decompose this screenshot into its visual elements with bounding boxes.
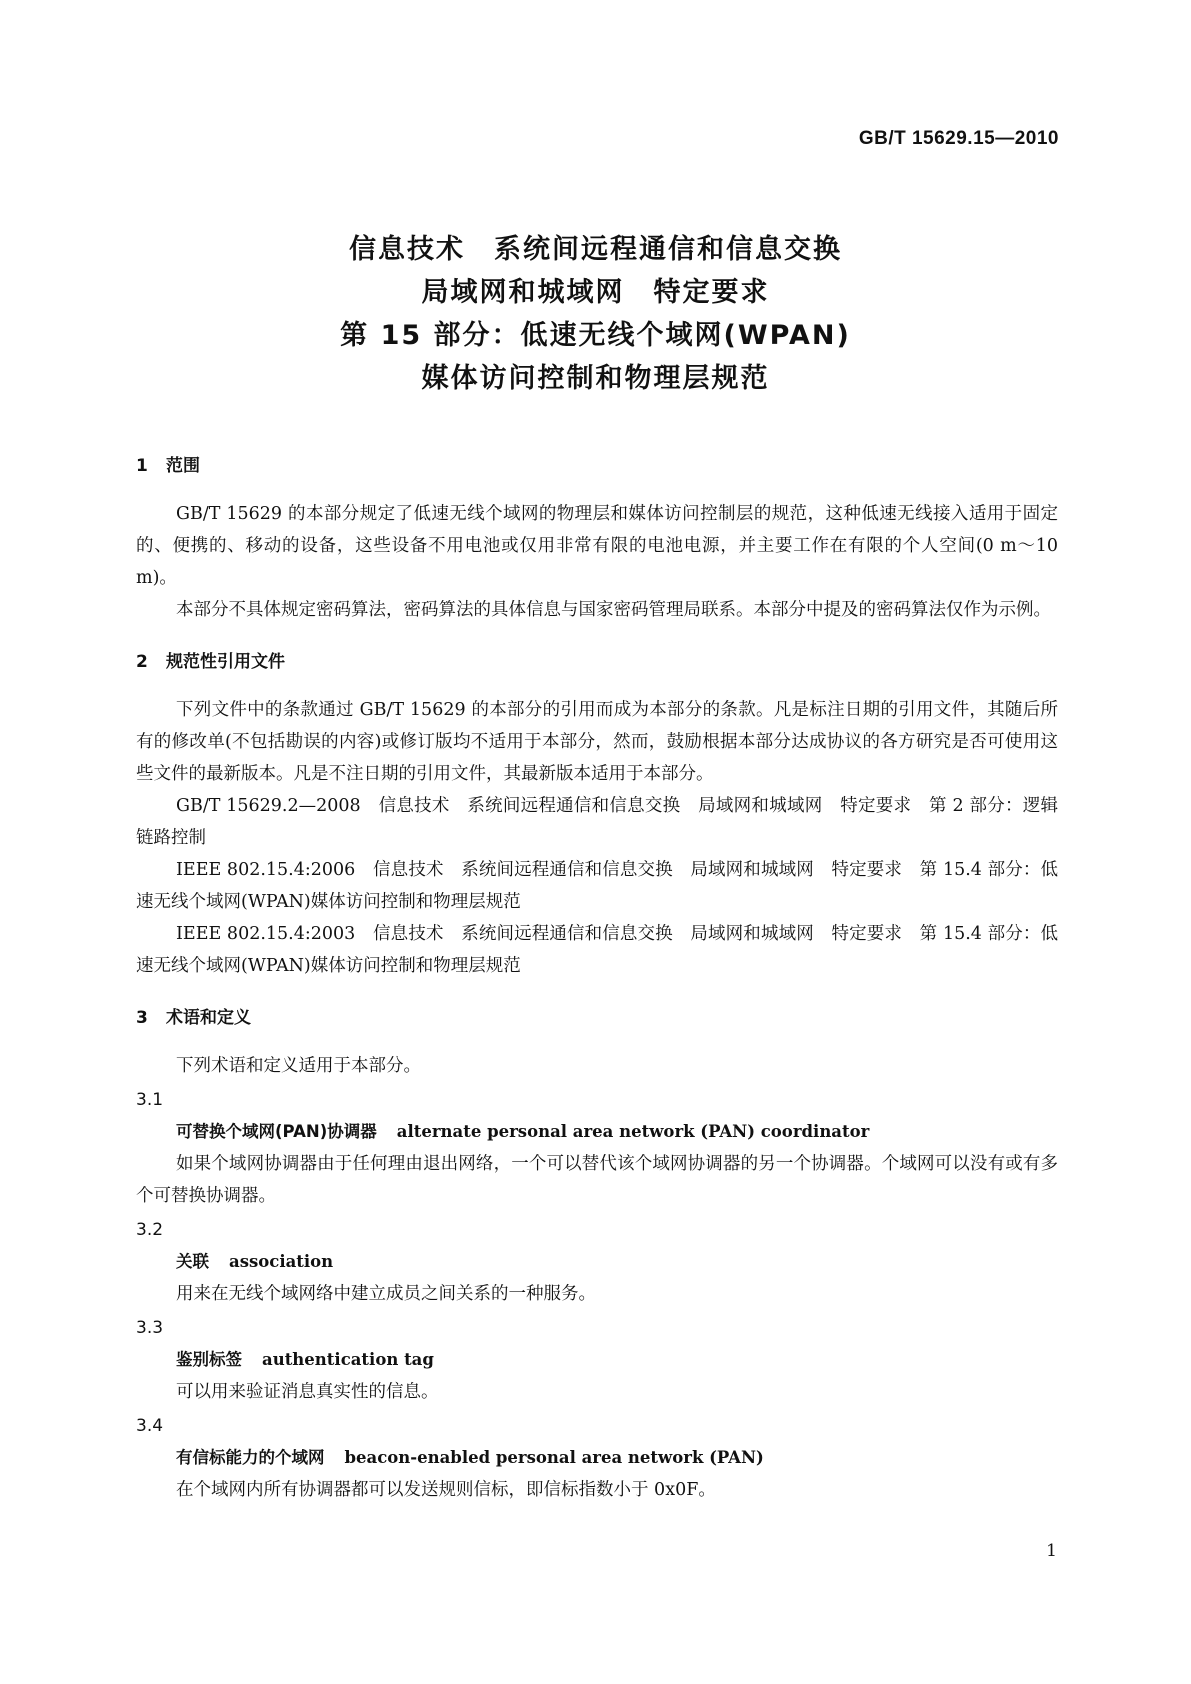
term-definition: 用来在无线个域网络中建立成员之间关系的一种服务。	[176, 1284, 596, 1304]
section-1-heading	[136, 450, 1058, 482]
document-title	[0, 228, 1191, 400]
title-line-1: 信息技术 系统间远程通信和信息交换	[349, 234, 842, 265]
section-3-number: 3	[136, 1008, 148, 1028]
reference-item: IEEE 802.15.4:2006 信息技术 系统间远程通信和信息交换 局域网和城域网 特定要求 第 15.4 部分：低速无线个域网(WPAN)媒体访问控制和物理层规范	[136, 860, 1058, 912]
reference-item: GB/T 15629.2—2008 信息技术 系统间远程通信和信息交换 局域网和城域网 特定要求 第 2 部分：逻辑链路控制	[136, 796, 1058, 848]
term-number: 3.4	[136, 1416, 164, 1436]
term-en: alternate personal area network (PAN) coordinator	[396, 1122, 870, 1141]
term-zh: 有信标能力的个域网	[176, 1448, 325, 1467]
section-1-paragraph: 本部分不具体规定密码算法，密码算法的具体信息与国家密码管理局联系。本部分中提及的密码算法仅作为示例。	[176, 600, 1051, 620]
section-2-paragraph: 下列文件中的条款通过 GB/T 15629 的本部分的引用而成为本部分的条款。凡是标注日期的引用文件，其随后所有的修改单(不包括勘误的内容)或修订版均不适用于本部分，然而，鼓励根据本部分达成协议的各方研究是否可使用这些文件的最新版本。凡是不注日期的引用文件，其最新版本适用于本部分。	[136, 700, 1058, 784]
section-3-title: 术语和定义	[166, 1008, 251, 1028]
term-zh: 可替换个域网(PAN)协调器	[176, 1122, 377, 1141]
term-en: authentication tag	[262, 1350, 434, 1369]
term-title	[136, 1442, 1058, 1474]
section-2-heading	[136, 646, 1058, 678]
term-en: beacon-enabled personal area network (PAN)	[344, 1448, 764, 1467]
term-title	[136, 1116, 1058, 1148]
term-zh: 关联	[176, 1252, 209, 1271]
title-line-4: 媒体访问控制和物理层规范	[421, 363, 770, 394]
title-line-3: 第 15 部分：低速无线个域网(WPAN)	[340, 320, 851, 351]
term-zh: 鉴别标签	[176, 1350, 242, 1369]
section-1-number: 1	[136, 456, 148, 476]
title-line-2: 局域网和城域网 特定要求	[421, 277, 770, 308]
reference-item: IEEE 802.15.4:2003 信息技术 系统间远程通信和信息交换 局域网和城域网 特定要求 第 15.4 部分：低速无线个域网(WPAN)媒体访问控制和物理层规范	[136, 924, 1058, 976]
standard-number: GB/T 15629.15—2010	[858, 128, 1059, 149]
section-1-paragraph: GB/T 15629 的本部分规定了低速无线个域网的物理层和媒体访问控制层的规范，这种低速无线接入适用于固定的、便携的、移动的设备，这些设备不用电池或仅用非常有限的电池电源，并主要工作在有限的个人空间(0 m～10 m)。	[136, 504, 1058, 588]
term-definition: 如果个域网协调器由于任何理由退出网络，一个可以替代该个域网协调器的另一个协调器。个域网可以没有或有多个可替换协调器。	[136, 1154, 1058, 1206]
term-title	[136, 1246, 1058, 1278]
section-2-title: 规范性引用文件	[166, 652, 285, 672]
page-number: 1	[1046, 1541, 1057, 1561]
term-number: 3.3	[136, 1318, 164, 1338]
section-1-title: 范围	[166, 456, 200, 476]
term-title	[136, 1344, 1058, 1376]
term-definition: 在个域网内所有协调器都可以发送规则信标，即信标指数小于 0x0F。	[176, 1480, 716, 1500]
section-2-number: 2	[136, 652, 148, 672]
term-en: association	[229, 1252, 334, 1271]
document-body	[136, 450, 1058, 1506]
section-3-intro: 下列术语和定义适用于本部分。	[176, 1056, 421, 1076]
term-definition: 可以用来验证消息真实性的信息。	[176, 1382, 439, 1402]
term-number: 3.2	[136, 1220, 164, 1240]
term-number: 3.1	[136, 1090, 164, 1110]
section-3-heading	[136, 1002, 1058, 1034]
